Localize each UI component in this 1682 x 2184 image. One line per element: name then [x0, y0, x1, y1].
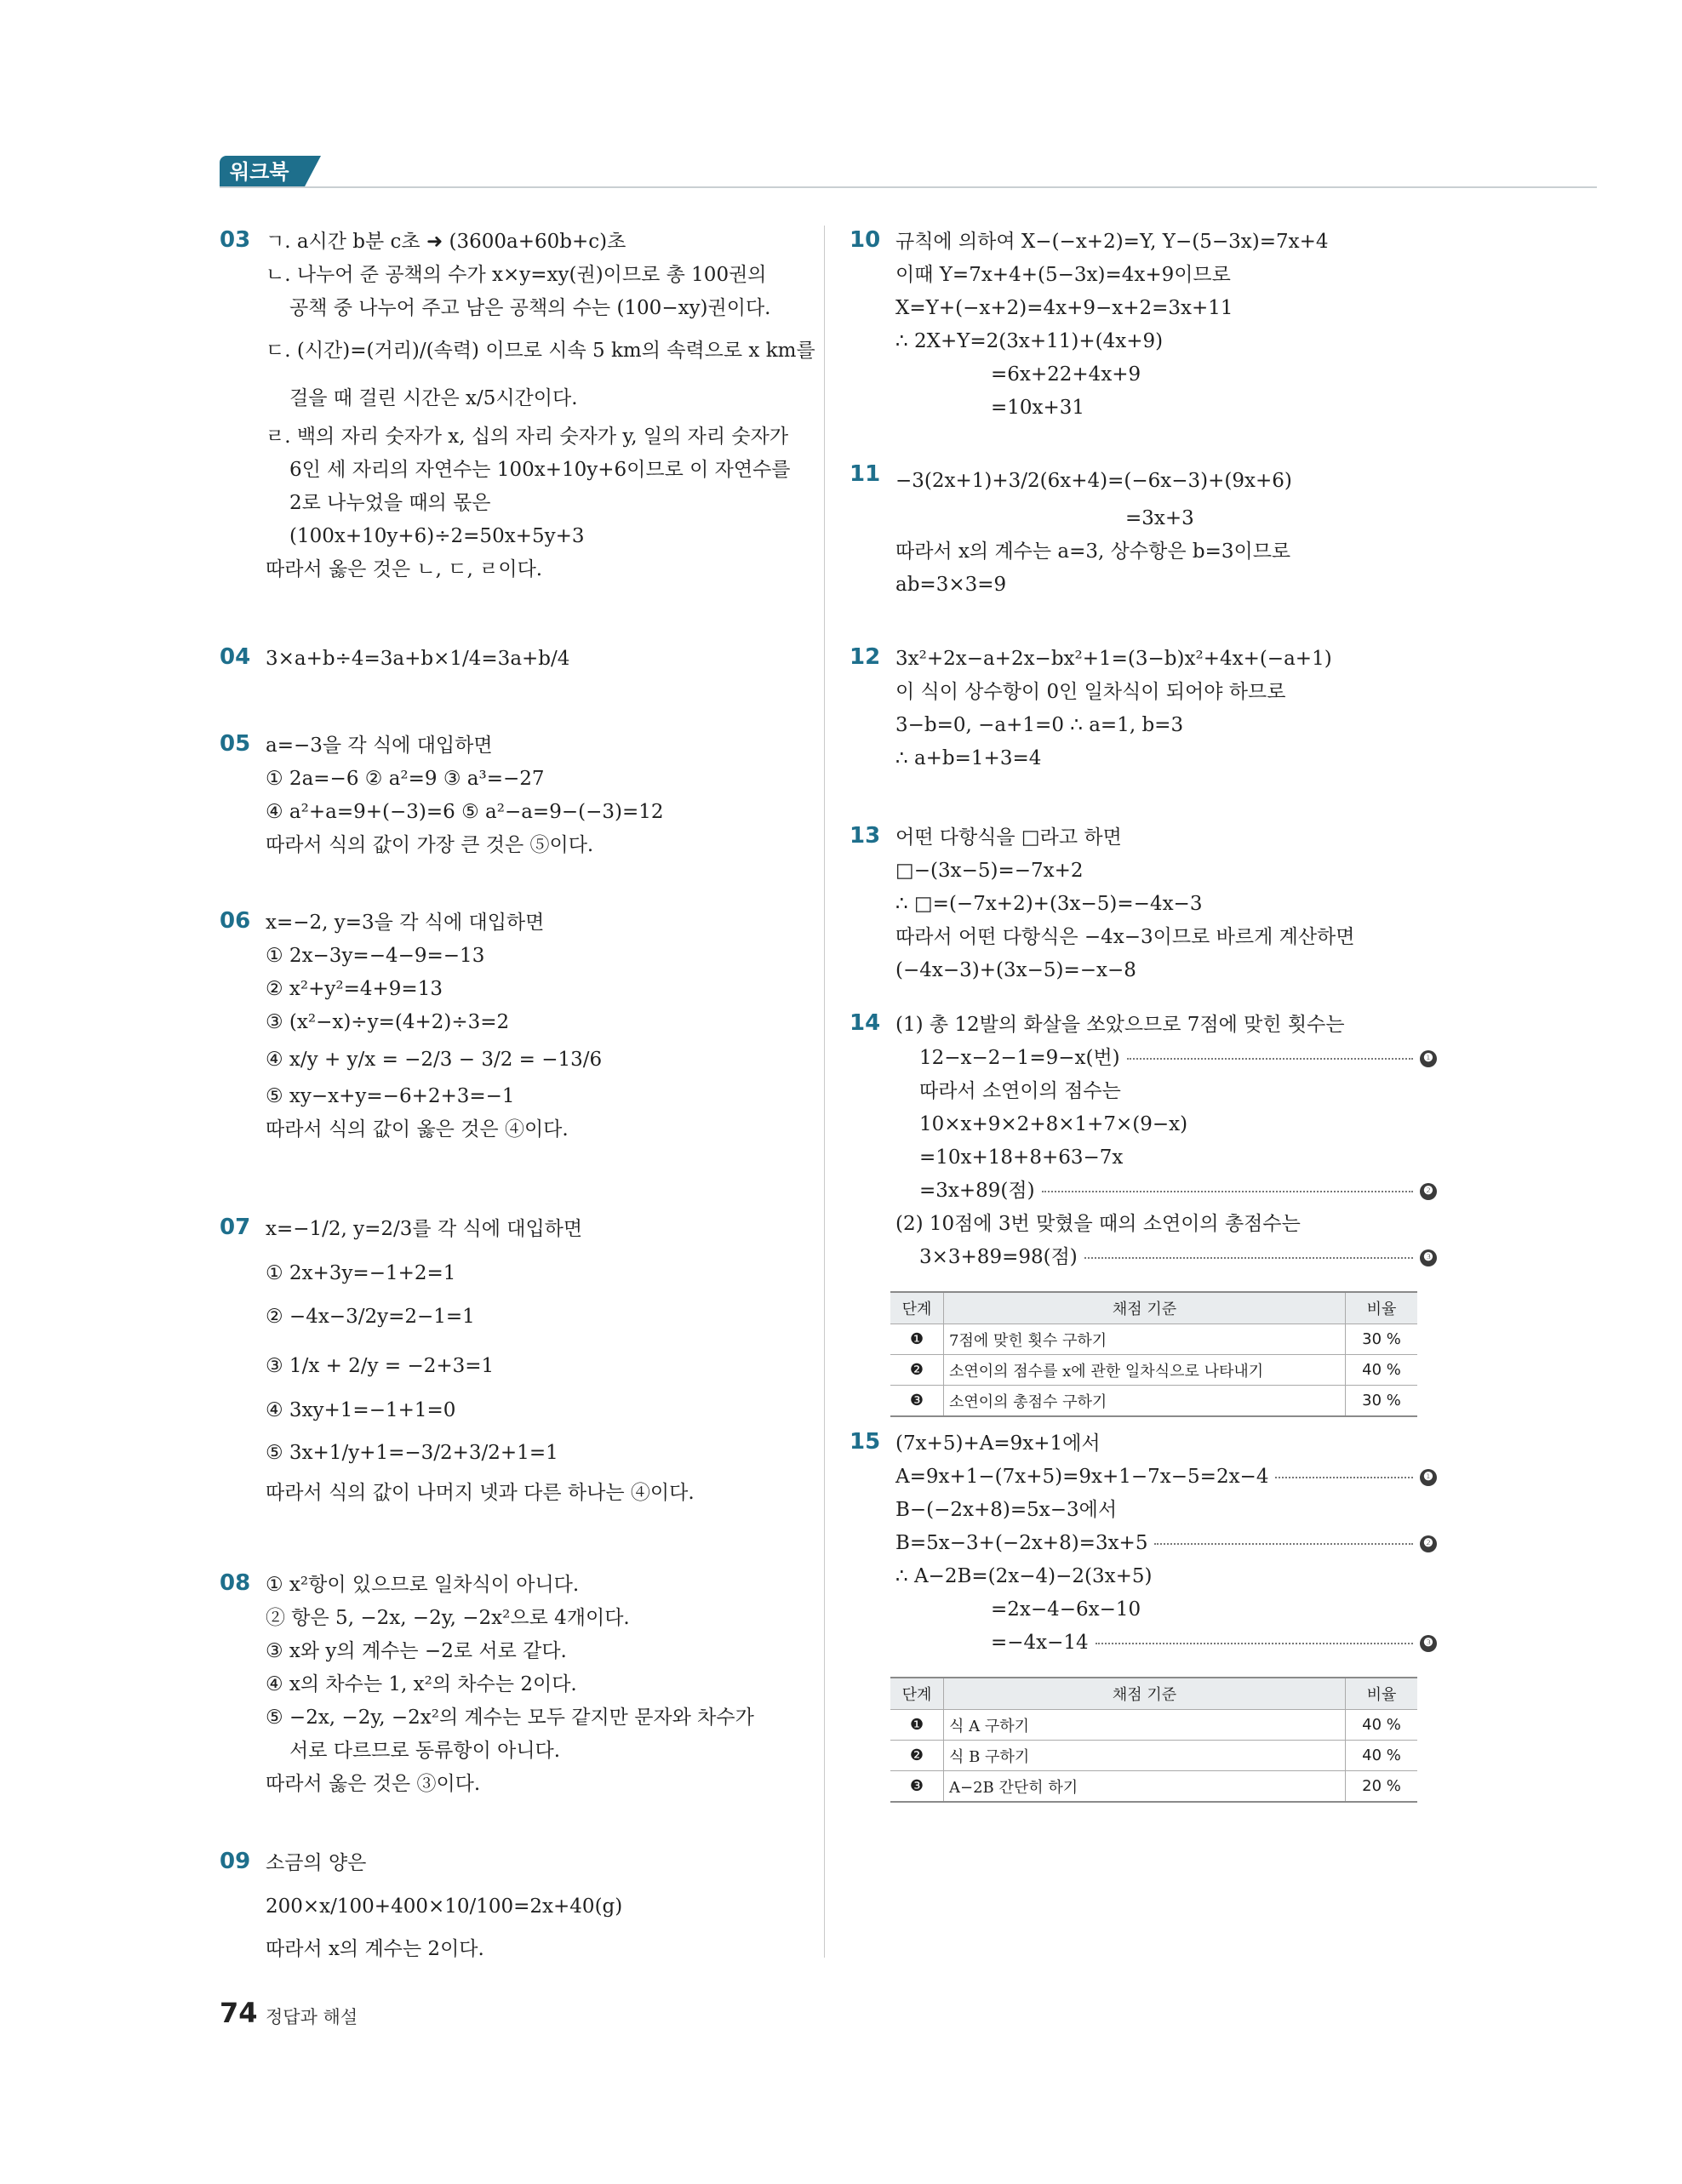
- problem-number: 11: [850, 461, 881, 487]
- problem-07: [220, 1204, 798, 1510]
- answer-line: [895, 1627, 1437, 1660]
- answer-line: 따라서 식의 값이 옳은 것은 ④이다.: [266, 1118, 569, 1141]
- answer-line: (−4x−3)+(3x−5)=−x−8: [895, 959, 1136, 981]
- leader-dots: [1127, 1058, 1413, 1060]
- answer-line: =3x+3: [1125, 507, 1194, 529]
- table-cell: 30 %: [1346, 1386, 1418, 1417]
- table-cell: 20 %: [1346, 1771, 1418, 1803]
- leader-dots: [1042, 1191, 1413, 1192]
- answer-line: ① 2a=−6 ② a²=9 ③ a³=−27: [266, 768, 545, 790]
- answer-line: 3−b=0, −a+1=0 ∴ a=1, b=3: [895, 714, 1184, 736]
- problem-13: [850, 821, 1437, 987]
- answer-text: =−4x−14: [991, 1632, 1089, 1654]
- step-mark-3: ❸: [1420, 1249, 1437, 1266]
- problem-number: 12: [850, 644, 881, 670]
- scoring-table-15: [890, 1677, 1417, 1803]
- problem-11: [850, 460, 1437, 602]
- table-cell: ❸: [890, 1771, 944, 1803]
- answer-line: 공책 중 나누어 주고 남은 공책의 수는 (100−xy)권이다.: [289, 297, 771, 319]
- table-cell: 40 %: [1346, 1355, 1418, 1386]
- answer-line: ④ x의 차수는 1, x²의 차수는 2이다.: [266, 1673, 577, 1695]
- answer-line: [895, 1175, 1437, 1208]
- leader-dots: [1084, 1257, 1413, 1259]
- answer-line: ④ 3xy+1=−1+1=0: [266, 1399, 456, 1421]
- problem-12: [850, 643, 1437, 775]
- answer-line: 3×a+b÷4=3a+b×1/4=3a+b/4: [266, 648, 570, 670]
- page-number: 74: [220, 1997, 258, 2029]
- scoring-table-14: [890, 1291, 1417, 1417]
- answer-line: 따라서 식의 값이 나머지 넷과 다른 하나는 ④이다.: [266, 1482, 695, 1504]
- answer-line: 따라서 식의 값이 가장 큰 것은 ⑤이다.: [266, 834, 594, 856]
- leader-dots: [1096, 1643, 1413, 1644]
- answer-line: ③ x와 y의 계수는 −2로 서로 같다.: [266, 1640, 567, 1662]
- workbook-tab: 워크북: [220, 156, 305, 188]
- answer-line: ② 항은 5, −2x, −2y, −2x²으로 4개이다.: [266, 1607, 630, 1629]
- problem-05: [220, 729, 798, 862]
- problem-number: 08: [220, 1570, 251, 1596]
- problem-number: 15: [850, 1429, 881, 1455]
- answer-line: =6x+22+4x+9: [991, 363, 1141, 386]
- answer-text: A=9x+1−(7x+5)=9x+1−7x−5=2x−4: [895, 1466, 1269, 1488]
- answer-line: ∴ □=(−7x+2)+(3x−5)=−4x−3: [895, 893, 1203, 915]
- answer-line: ① 2x+3y=−1+2=1: [266, 1262, 456, 1284]
- problem-06: [220, 906, 798, 1146]
- answer-line: ③ 1/x + 2/y = −2+3=1: [266, 1355, 495, 1377]
- problem-number: 13: [850, 823, 881, 849]
- problem-number: 07: [220, 1215, 251, 1240]
- answer-line: B−(−2x+8)=5x−3에서: [895, 1499, 1118, 1521]
- problem-15: [850, 1427, 1437, 1803]
- table-cell: ❷: [890, 1741, 944, 1771]
- answer-line: ∴ a+b=1+3=4: [895, 747, 1042, 769]
- answer-line: ② x²+y²=4+9=13: [266, 978, 443, 1000]
- answer-line: ∴ A−2B=(2x−4)−2(3x+5): [895, 1565, 1153, 1587]
- answer-line: 2로 나누었을 때의 몫은: [289, 492, 491, 514]
- table-header: 단계: [890, 1292, 944, 1324]
- table-cell: ❷: [890, 1355, 944, 1386]
- column-divider: [824, 226, 825, 1958]
- table-header: 채점 기준: [944, 1292, 1346, 1324]
- answer-line: ① 2x−3y=−4−9=−13: [266, 945, 485, 967]
- answer-line: x=−2, y=3을 각 식에 대입하면: [266, 912, 545, 934]
- table-row: [890, 1710, 1417, 1741]
- problem-number: 10: [850, 227, 881, 253]
- table-row: [890, 1324, 1417, 1355]
- answer-line: ④ a²+a=9+(−3)=6 ⑤ a²−a=9−(−3)=12: [266, 801, 664, 823]
- problem-03: [220, 226, 815, 586]
- table-row: [890, 1741, 1417, 1771]
- answer-line: 이때 Y=7x+4+(5−3x)=4x+9이므로: [895, 264, 1231, 286]
- table-cell: 40 %: [1346, 1741, 1418, 1771]
- problem-09: [220, 1847, 798, 1966]
- answer-line: ⑤ xy−x+y=−6+2+3=−1: [266, 1085, 515, 1107]
- step-mark-2: ❷: [1420, 1535, 1437, 1552]
- table-cell: 소연이의 점수를 x에 관한 일차식으로 나타내기: [944, 1355, 1346, 1386]
- answer-line: [895, 1461, 1437, 1494]
- problem-number: 03: [220, 227, 251, 253]
- answer-line: 서로 다르므로 동류항이 아니다.: [289, 1740, 561, 1762]
- step-mark-1: ❶: [1420, 1050, 1437, 1067]
- answer-line: ① x²항이 있으므로 일차식이 아니다.: [266, 1574, 580, 1596]
- step-mark-3: ❸: [1420, 1635, 1437, 1652]
- table-cell: ❸: [890, 1386, 944, 1417]
- table-header: 비율: [1346, 1678, 1418, 1710]
- problem-number: 14: [850, 1010, 881, 1036]
- answer-line: =10x+18+8+63−7x: [919, 1146, 1124, 1169]
- table-header: 비율: [1346, 1292, 1418, 1324]
- problem-08: [220, 1569, 798, 1801]
- table-cell: 7점에 맞힌 횟수 구하기: [944, 1324, 1346, 1355]
- answer-text: =3x+89(점): [919, 1180, 1035, 1202]
- answer-line: [895, 1042, 1437, 1075]
- answer-line: □−(3x−5)=−7x+2: [895, 860, 1084, 882]
- answer-line: =2x−4−6x−10: [991, 1598, 1141, 1621]
- answer-line: ㄷ. (시간)=(거리)/(속력) 이므로 시속 5 km의 속력으로 x km를: [266, 340, 815, 362]
- answer-line: 따라서 소연이의 점수는: [919, 1080, 1121, 1102]
- answer-text: 3×3+89=98(점): [919, 1246, 1078, 1268]
- answer-line: [895, 1241, 1437, 1274]
- table-row: [890, 1355, 1417, 1386]
- table-cell: 식 B 구하기: [944, 1741, 1346, 1771]
- answer-line: 따라서 어떤 다항식은 −4x−3이므로 바르게 계산하면: [895, 926, 1355, 948]
- answer-line: ③ (x²−x)÷y=(4+2)÷3=2: [266, 1011, 510, 1033]
- answer-line: 따라서 옳은 것은 ③이다.: [266, 1773, 481, 1795]
- answer-line: 따라서 x의 계수는 a=3, 상수항은 b=3이므로: [895, 540, 1291, 563]
- header-rule: [220, 186, 1597, 188]
- step-mark-2: ❷: [1420, 1183, 1437, 1200]
- answer-line: ⑤ 3x+1/y+1=−3/2+3/2+1=1: [266, 1442, 558, 1464]
- tab-decoration: [304, 156, 321, 188]
- problem-14: [850, 1009, 1437, 1417]
- answer-text: 12−x−2−1=9−x(번): [919, 1047, 1120, 1069]
- answer-line: (2) 10점에 3번 맞혔을 때의 소연이의 총점수는: [895, 1213, 1301, 1235]
- answer-line: 10×x+9×2+8×1+7×(9−x): [919, 1113, 1188, 1135]
- answer-line: =10x+31: [991, 397, 1085, 419]
- answer-line: 6인 세 자리의 자연수는 100x+10y+6이므로 이 자연수를: [289, 459, 791, 481]
- table-cell: ❶: [890, 1710, 944, 1741]
- answer-line: 따라서 x의 계수는 2이다.: [266, 1938, 484, 1960]
- answer-line: ㄱ. a시간 b분 c초 ➜ (3600a+60b+c)초: [266, 231, 626, 253]
- answer-line: 이 식이 상수항이 0인 일차식이 되어야 하므로: [895, 681, 1286, 703]
- answer-line: 걸을 때 걸린 시간은 x/5시간이다.: [289, 387, 578, 409]
- answer-line: ④ x/y + y/x = −2/3 − 3/2 = −13/6: [266, 1049, 603, 1071]
- answer-line: 3x²+2x−a+2x−bx²+1=(3−b)x²+4x+(−a+1): [895, 648, 1332, 670]
- footer-title: 정답과 해설: [266, 2007, 358, 2027]
- problem-number: 06: [220, 908, 251, 934]
- answer-line: 어떤 다항식을 □라고 하면: [895, 826, 1122, 849]
- answer-line: ⑤ −2x, −2y, −2x²의 계수는 모두 같지만 문자와 차수가: [266, 1707, 754, 1729]
- answer-line: ㄹ. 백의 자리 숫자가 x, 십의 자리 숫자가 y, 일의 자리 숫자가: [266, 426, 789, 448]
- table-cell: 30 %: [1346, 1324, 1418, 1355]
- answer-line: ∴ 2X+Y=2(3x+11)+(4x+9): [895, 330, 1164, 352]
- leader-dots: [1154, 1543, 1413, 1545]
- table-row: [890, 1771, 1417, 1803]
- answer-line: 200×x/100+400×10/100=2x+40(g): [266, 1895, 623, 1918]
- answer-line: [895, 1527, 1437, 1560]
- problem-number: 04: [220, 644, 251, 670]
- answer-line: X=Y+(−x+2)=4x+9−x+2=3x+11: [895, 297, 1233, 319]
- answer-line: (100x+10y+6)÷2=50x+5y+3: [289, 525, 585, 547]
- table-cell: 식 A 구하기: [944, 1710, 1346, 1741]
- answer-text: B=5x−3+(−2x+8)=3x+5: [895, 1532, 1148, 1554]
- problem-number: 09: [220, 1849, 251, 1874]
- table-row: [890, 1386, 1417, 1417]
- problem-04: [220, 643, 798, 676]
- answer-line: 소금의 양은: [266, 1852, 367, 1874]
- step-mark-1: ❶: [1420, 1469, 1437, 1486]
- table-cell: A−2B 간단히 하기: [944, 1771, 1346, 1803]
- problem-number: 05: [220, 731, 251, 757]
- answer-line: (1) 총 12발의 화살을 쏘았으므로 7점에 맞힌 횟수는: [895, 1014, 1345, 1036]
- problem-10: [850, 226, 1437, 425]
- answer-line: ab=3×3=9: [895, 574, 1007, 596]
- answer-line: 규칙에 의하여 X−(−x+2)=Y, Y−(5−3x)=7x+4: [895, 231, 1329, 253]
- table-cell: ❶: [890, 1324, 944, 1355]
- answer-line: ② −4x−3/2y=2−1=1: [266, 1306, 475, 1328]
- answer-line: (7x+5)+A=9x+1에서: [895, 1432, 1101, 1455]
- leader-dots: [1275, 1477, 1413, 1478]
- answer-line: −3(2x+1)+3/2(6x+4)=(−6x−3)+(9x+6): [895, 470, 1292, 492]
- answer-line: a=−3을 각 식에 대입하면: [266, 735, 493, 757]
- answer-line: ㄴ. 나누어 준 공책의 수가 x×y=xy(권)이므로 총 100권의: [266, 264, 767, 286]
- answer-line: 따라서 옳은 것은 ㄴ, ㄷ, ㄹ이다.: [266, 558, 543, 580]
- table-cell: 소연이의 총점수 구하기: [944, 1386, 1346, 1417]
- table-header: 채점 기준: [944, 1678, 1346, 1710]
- answer-line: x=−1/2, y=2/3를 각 식에 대입하면: [266, 1218, 583, 1240]
- table-cell: 40 %: [1346, 1710, 1418, 1741]
- table-header: 단계: [890, 1678, 944, 1710]
